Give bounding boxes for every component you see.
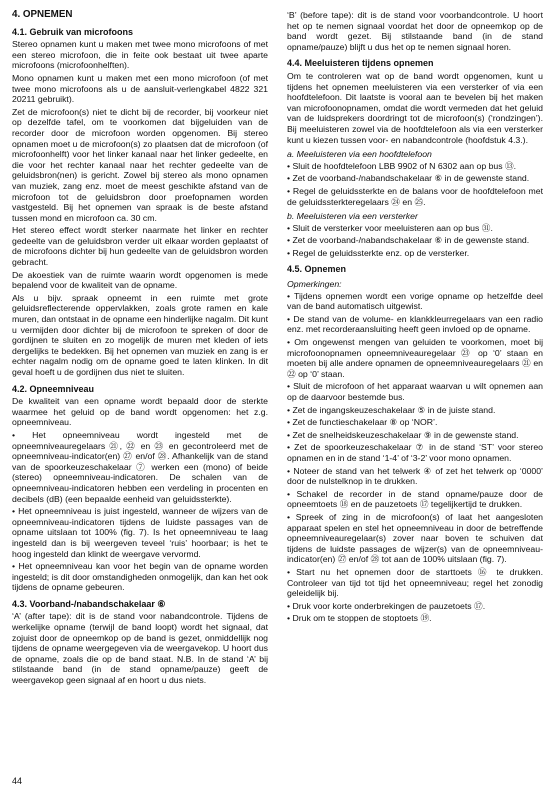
list-item: • Regel de geluidssterkte enz. op de versterker.: [287, 248, 543, 259]
paragraph: • Het opneemniveau kan voor het begin van de opname worden ingesteld; is dit door omstandigheden onmogelijk, dan kan het ook tijdens de opname gebeuren.: [12, 561, 268, 593]
list-item: • Zet de snelheidskeuzeschakelaar ⑨ in de gewenste stand.: [287, 430, 543, 441]
paragraph: De kwaliteit van een opname wordt bepaald door de sterkte waarmee het geluid op de band wordt opgenomen: het z.g. opneemniveau.: [12, 396, 268, 428]
paragraph: Om te controleren wat op de band wordt opgenomen, kunt u tijdens het opnemen meeluisteren via een versterker of via een hoofdtelefoon. Dit laatste is vooral aan te bevelen bij het maken van microfoonopnamen, omdat die wordt vermeden dat het geluid van de luidsprekers doordringt tot de microfoon(s) (‘rondzingen’). Bij meeluisteren zowel via de hoofdtelefoon als via een versterker kunt u kiezen tussen voor- en nabandcontrole (hoofdstuk 4.3.).: [287, 70, 543, 145]
subsection-title-4-5: 4.5. Opnemen: [287, 264, 347, 275]
list-item: • Tijdens opnemen wordt een vorige opname op hetzelfde deel van de band automatisch uitgewist.: [287, 291, 543, 312]
page-number: 44: [12, 776, 23, 786]
subsection-title-4-2: 4.2. Opneemniveau: [12, 383, 95, 394]
list-item: • Zet de ingangskeuzeschakelaar ⑤ in de juiste stand.: [287, 405, 543, 416]
subsection-title-4-1: 4.1. Gebruik van microfoons: [12, 26, 134, 37]
sub-heading-headphones: a. Meeluisteren via een hoofdtelefoon: [287, 149, 432, 160]
paragraph: Stereo opnamen kunt u maken met twee mono microfoons of met een stereo microfoon, die in feite ook bestaat uit twee aparte microfoons (microfoonhelften).: [12, 39, 268, 71]
list-item: • Start nu het opnemen door de starttoets ⑯ te drukken. Controleer van tijd tot tijd het opneemniveau; regel het zonodig geleidelijk bij.: [287, 567, 543, 599]
paragraph: ‘A’ (after tape): dit is de stand voor nabandcontrole. Tijdens de werkelijke opname (terwijl de band loopt) wordt het signaal, dat zojuist door de opneemkop op de band is gezet, onmiddellijk nog tijdens de opname weergegeven via de weergavekop. U hoort dus de opname, zoals die op de band staat. N.B. In de stand ‘A’ bij stilstaande band (in de stand opname/pauze) geeft de weergavekop geen signaal af en hoort u dus niets.: [12, 611, 268, 686]
sub-heading-amplifier: b. Meeluisteren via een versterker: [287, 211, 418, 222]
list-item: • Zet de spoorkeuzeschakelaar ⑦ in de stand ‘ST’ voor stereo opnamen en in de stand ‘1-4’ of ‘3-2’ voor mono opnamen.: [287, 442, 543, 463]
list-item: • Spreek of zing in de microfoon(s) of laat het aangesloten apparaat spelen en stel het opneemniveau in door de betreffende opneemniveauregelaar(s) zover naar boven te schuiven dat tijdens de luidste passages de wijzer(s) van de opneemniveau-indicator(en) ㉗ en/of ㉘ tot aan de 100% uitslaan (fig. 7).: [287, 512, 543, 565]
subsection-title-4-3: 4.3. Voorband-/nabandschakelaar ⑥: [12, 598, 166, 609]
paragraph: ‘B’ (before tape): dit is de stand voor voorbandcontrole. U hoort het op te nemen signaal voordat het door de opneemkop op de band wordt gezet. Bij stilstaande band (in de stand opname/pauze) blijft u dus het op te nemen signaal horen.: [287, 10, 543, 52]
paragraph: Zet de microfoon(s) niet te dicht bij de recorder, bij voorkeur niet op dezelfde tafel, om te voorkomen dat bijgeluiden van de recorder door de microfoon worden opgenomen. Bij stereo opnamen moet u de microfoon(s) zo plaatsen dat de microfoon (of microfoonhelft) voor het linker kanaal naar het linker gedeelte, en die voor het rechter kanaal naar het rechter gedeelte van de geluidsbron(nen) is gericht. Zowel bij stereo als mono opnamen van muziek, zang enz. moet de meest geschikte afstand van de microfoon tot de geluidsbron door proefopnamen worden vastgesteld. Bij het opnemen van spraak is de beste afstand tussen mond en microfoon ca. 30 cm.: [12, 106, 268, 223]
subsection-title-4-4: 4.4. Meeluisteren tijdens opnemen: [287, 58, 434, 69]
list-item: • Zet de functieschakelaar ⑧ op ‘NOR’.: [287, 417, 543, 428]
paragraph: Als u bijv. spraak opneemt in een ruimte met grote geluidsreflecterende oppervlakken, zoals grote ramen en kale muren, dan ontstaat in de opname een hinderlijke nagalm. Dit kunt u vermijden door dichter bij de microfoon te spreken of door de gordijnen te sluiten en zo mogelijk de muren met kleden of iets dergelijks te bedekken. Bij het opnemen van muziek en zang is er echter nagalm nodig om de opname goed te laten klinken. In dit geval hoeft u de gordijnen dus niet te sluiten.: [12, 292, 268, 377]
list-item: • Noteer de stand van het telwerk ④ of zet het telwerk op ‘0000’ door de nulstelknop in te drukken.: [287, 466, 543, 487]
list-item: • De stand van de volume- en klankkleurregelaars van een radio enz. met recorderaansluiting heeft geen invloed op de opname.: [287, 314, 543, 335]
remarks-heading: Opmerkingen:: [287, 279, 342, 290]
list-item: • Om ongewenst mengen van geluiden te voorkomen, moet bij microfoonopnamen opneemniveauregelaar ㉓ op ‘0’ staan en moeten bij alle andere opnamen de opneemniveauregelaars ㉑ en ㉒ op ‘0’ staan.: [287, 337, 543, 379]
list-item: • Sluit de microfoon of het apparaat waarvan u wilt opnemen aan op de daarvoor bestemde bus.: [287, 381, 543, 402]
list-item: • Schakel de recorder in de stand opname/pauze door de opneemtoets ⑱ en de pauzetoets ⑰ tegelijkertijd te drukken.: [287, 489, 543, 510]
list-item: • Druk voor korte onderbrekingen de pauzetoets ⑰.: [287, 601, 543, 612]
list-item: • Sluit de versterker voor meeluisteren aan op bus ㉛.: [287, 223, 543, 234]
paragraph: • Het opneemniveau is juist ingesteld, wanneer de wijzers van de opneemniveau-indicatoren tijdens de luidste passages van de opname uitslaan tot 100% (fig. 7). Is het opneemniveau te laag ingesteld dan is bij weergeven teveel ‘ruis’ hoorbaar; is het te hoog ingesteld dan klinkt de weergave vervormd.: [12, 506, 268, 559]
list-item: • Druk om te stoppen de stoptoets ⑲.: [287, 613, 543, 624]
right-column: [287, 10, 543, 626]
list-item: • Regel de geluidssterkte en de balans voor de hoofdtelefoon met de geluidssterkteregelaars ㉔ en ㉕.: [287, 186, 543, 207]
list-item: • Sluit de hoofdtelefoon LBB 9902 of N 6302 aan op bus ⑬.: [287, 161, 543, 172]
paragraph: • Het opneemniveau wordt ingesteld met de opneemniveauregelaars ㉑, ㉒ en ㉓ en gecontroleerd met de opneemniveau-indicator(en) ㉗ en/of ㉘. Afhankelijk van de stand van de spoorkeuzeschakelaar ⑦ werken een (mono) of beide (stereo) opneemniveau-indicatoren. De schalen van de opneemniveau-indicatoren hebben een verdeling in procenten en decibels (dB) (een bepaalde eenheid van geluidssterkte).: [12, 429, 268, 504]
section-title: 4. OPNEMEN: [12, 9, 73, 20]
list-item: • Zet de voorband-/nabandschakelaar ⑥ in de gewenste stand.: [287, 235, 543, 246]
left-column: [12, 10, 268, 688]
paragraph: Mono opnamen kunt u maken met een mono microfoon (of met twee mono microfoons als u de aansluit-verlengkabel 4822 321 20211 gebruikt).: [12, 72, 268, 105]
paragraph: Het stereo effect wordt sterker naarmate het linker en rechter gedeelte van de geluidsbron verder uit elkaar worden geplaatst of de microfoons dichter bij hun gedeelte van de geluidsbron worden gebracht.: [12, 225, 268, 268]
list-item: • Zet de voorband-/nabandschakelaar ⑥ in de gewenste stand.: [287, 173, 543, 184]
paragraph: De akoestiek van de ruimte waarin wordt opgenomen is mede bepalend voor de kwaliteit van de opname.: [12, 269, 268, 291]
